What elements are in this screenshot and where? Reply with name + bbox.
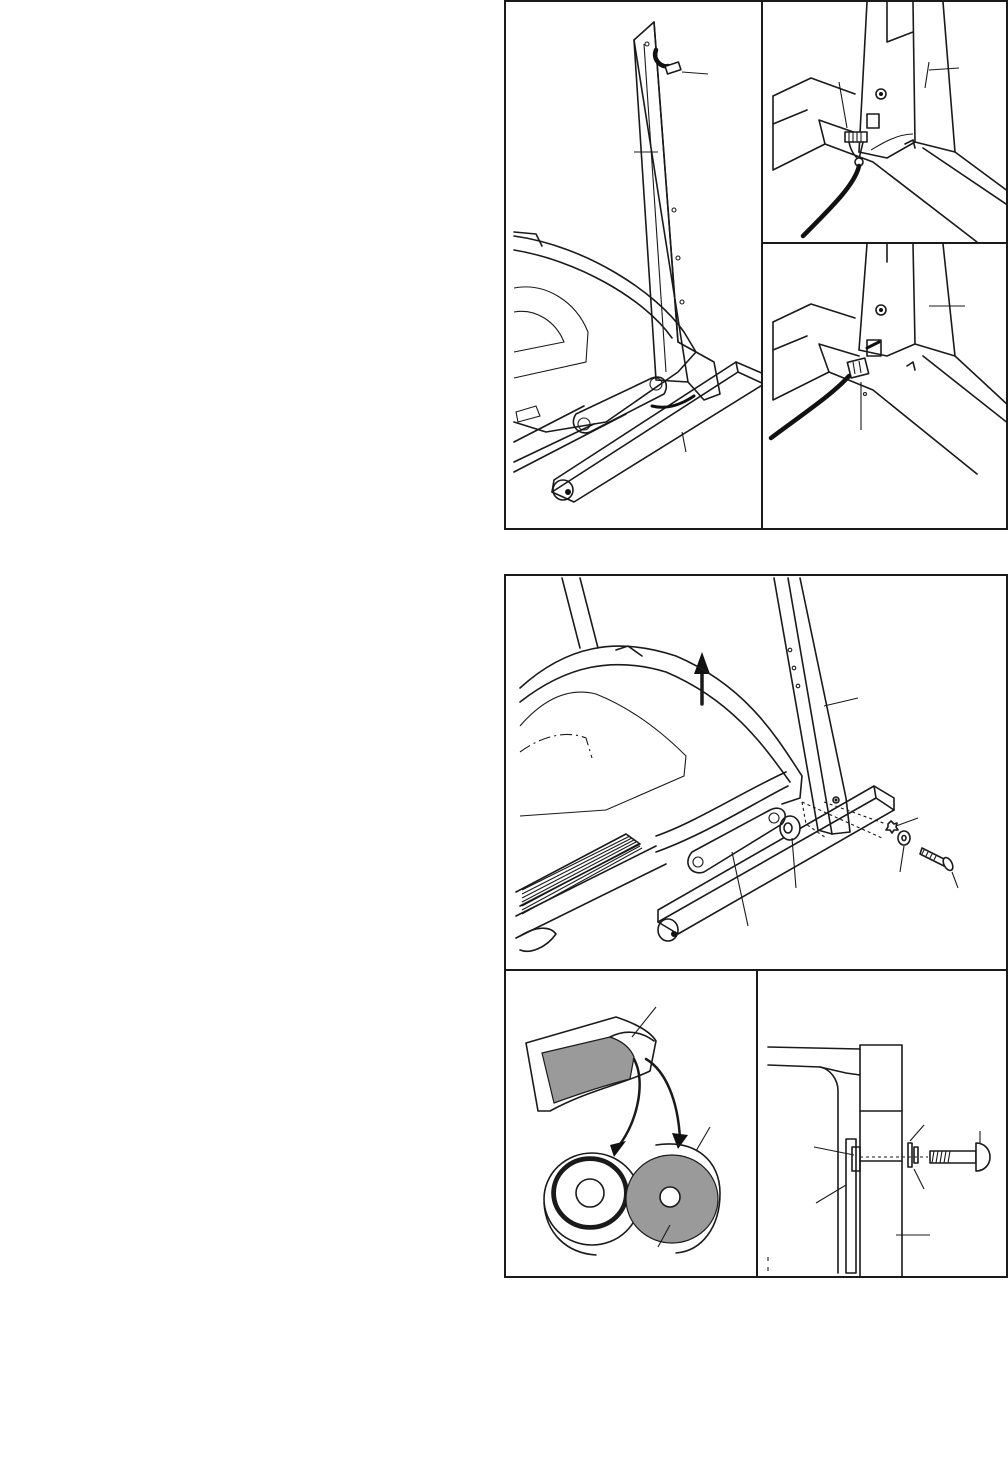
upright-attach-illustration [506, 576, 1008, 971]
figure-2-panel-upright-attach [504, 574, 1008, 971]
bolt-section-illustration [758, 971, 1008, 1278]
figure-2-panel-spacer [504, 969, 758, 1278]
figure-1-panel-connector-top [761, 0, 1008, 244]
figure-1-panel-connector-bottom [761, 242, 1008, 530]
spacer-adhesive-illustration [506, 971, 758, 1278]
figure-1-panel-upright [504, 0, 763, 530]
upright-cable-illustration [506, 2, 763, 530]
wire-connected-illustration [763, 244, 1008, 530]
wire-connector-illustration [763, 2, 1008, 244]
figure-2-panel-bolt-section [756, 969, 1008, 1278]
